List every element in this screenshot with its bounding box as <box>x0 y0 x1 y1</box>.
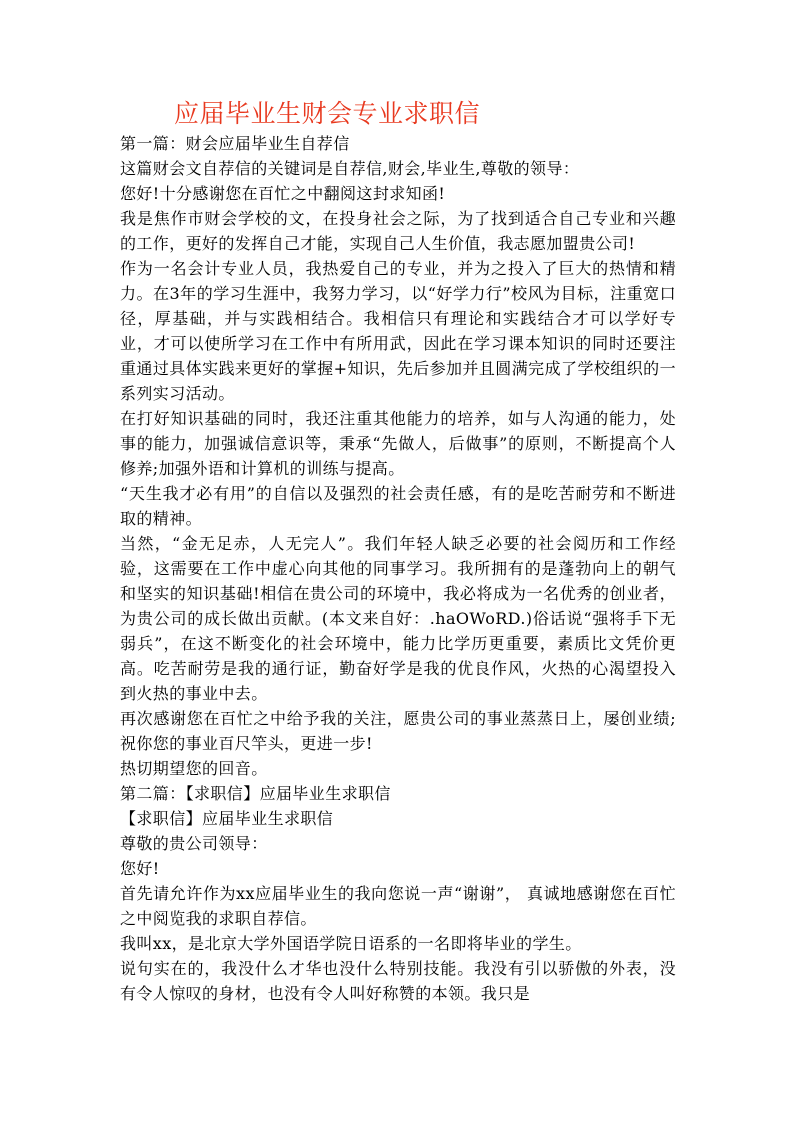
paragraph: “天生我才必有用”的自信以及强烈的社会责任感，有的是吃苦耐劳和不断进取的精神。 <box>120 484 676 528</box>
salutation: 尊敬的贵公司领导： <box>120 834 268 853</box>
paragraph: 说句实在的，我没什么才华也没什么特别技能。我没有引以骄傲的外表，没有令人惊叹的身材，也没有令人叫好称赞的本领。我只是 <box>120 959 676 1003</box>
greeting: 您好! <box>120 859 160 878</box>
paragraph: 当然，“金无足赤，人无完人”。我们年轻人缺乏必要的社会阅历和工作经验，这需要在工作中虚心向其他的同事学习。我所拥有的是蓬勃向上的朝气和坚实的知识基础!相信在贵公司的环境中，我必将成为一名优秀的创业者，为贵公司的成长做出贡献。(本文来自好：.haOWoRD.)俗话说“强将手下无弱兵”，在这不断变化的社会环境中，能力比学历更重要，素质比文凭价更高。吃苦耐劳是我的通行证，勤奋好学是我的优良作风，火热的心渴望投入到火热的事业中去。 <box>120 534 676 703</box>
greeting: 您好!十分感谢您在百忙之中翻阅这封求知函! <box>120 184 446 203</box>
letter-title: 【求职信】应届毕业生求职信 <box>120 809 334 828</box>
section-heading: 第一篇：财会应届毕业生自荐信 <box>120 134 350 153</box>
document-title: 应届毕业生财会专业求职信 <box>174 99 481 128</box>
document-body <box>120 131 676 1006</box>
paragraph: 首先请允许作为xx应届毕业生的我向您说一声“谢谢”， 真诚地感谢您在百忙之中阅览我的求职自荐信。 <box>120 884 676 928</box>
section-heading: 第二篇：【求职信】应届毕业生求职信 <box>120 784 391 803</box>
closing-line: 热切期望您的回音。 <box>120 759 268 778</box>
paragraph: 我是焦作市财会学校的文，在投身社会之际，为了找到适合自己专业和兴趣的工作，更好的发挥自己才能，实现自己人生价值，我志愿加盟贵公司! <box>120 209 676 253</box>
paragraph: 在打好知识基础的同时，我还注重其他能力的培养，如与人沟通的能力，处事的能力，加强诚信意识等，秉承“先做人，后做事”的原则，不断提高个人修养;加强外语和计算机的训练与提高。 <box>120 409 676 478</box>
paragraph: 我叫xx，是北京大学外国语学院日语系的一名即将毕业的学生。 <box>120 934 582 953</box>
paragraph: 再次感谢您在百忙之中给予我的关注，愿贵公司的事业蒸蒸日上，屡创业绩;祝你您的事业百尺竿头，更进一步! <box>120 709 676 753</box>
paragraph: 作为一名会计专业人员，我热爱自己的专业，并为之投入了巨大的热情和精力。在3年的学习生涯中，我努力学习，以“好学力行”校风为目标，注重宽口径，厚基础，并与实践相结合。我相信只有理论和实践结合才可以学好专业，才可以使所学习在工作中有所用武，因此在学习课本知识的同时还要注重通过具体实践来更好的掌握+知识，先后参加并且圆满完成了学校组织的一系列实习活动。 <box>120 259 676 403</box>
paragraph: 这篇财会文自荐信的关键词是自荐信,财会,毕业生,尊敬的领导： <box>120 159 580 178</box>
